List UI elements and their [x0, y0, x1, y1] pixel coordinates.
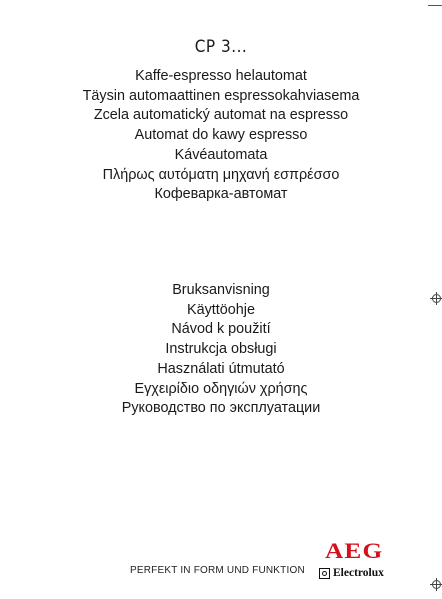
product-description-finnish: Täysin automaattinen espressokahviasema	[82, 87, 360, 104]
manual-title-finnish: Käyttöohje	[186, 301, 255, 318]
product-description-greek: Πλήρως αυτόματη μηχανή εσπρέσσο	[102, 166, 340, 183]
manual-title-swedish: Bruksanvisning	[172, 282, 270, 298]
manual-title-polish: Instrukcja obsługi	[165, 341, 277, 358]
product-description-russian: Кофеварка-автомат	[154, 186, 288, 203]
electrolux-logo	[319, 566, 384, 580]
product-description-list	[0, 67, 442, 205]
electrolux-wordmark: Electrolux	[333, 567, 384, 579]
manual-title-czech: Návod k použití	[171, 321, 271, 338]
model-number: CP 3...	[194, 37, 248, 57]
manual-title-list	[0, 281, 442, 419]
manual-title-russian: Руководство по эксплуатации	[121, 400, 321, 417]
manual-title-hungarian: Használati útmutató	[157, 360, 285, 377]
electrolux-icon	[319, 568, 330, 579]
product-description-polish: Automat do kawy espresso	[134, 127, 308, 144]
crop-mark	[428, 5, 442, 6]
product-description-swedish: Kaffe-espresso helautomat	[135, 68, 307, 84]
aeg-logo: AEG	[325, 538, 384, 563]
product-description-hungarian: Kávéautomata	[174, 146, 268, 163]
registration-mark-icon	[432, 580, 441, 589]
brand-slogan: PERFEKT IN FORM UND FUNKTION	[130, 565, 305, 576]
product-description-czech: Zcela automatický automat na espresso	[93, 107, 349, 124]
manual-title-greek: Εγχειρίδιο οδηγιών χρήσης	[134, 380, 308, 397]
